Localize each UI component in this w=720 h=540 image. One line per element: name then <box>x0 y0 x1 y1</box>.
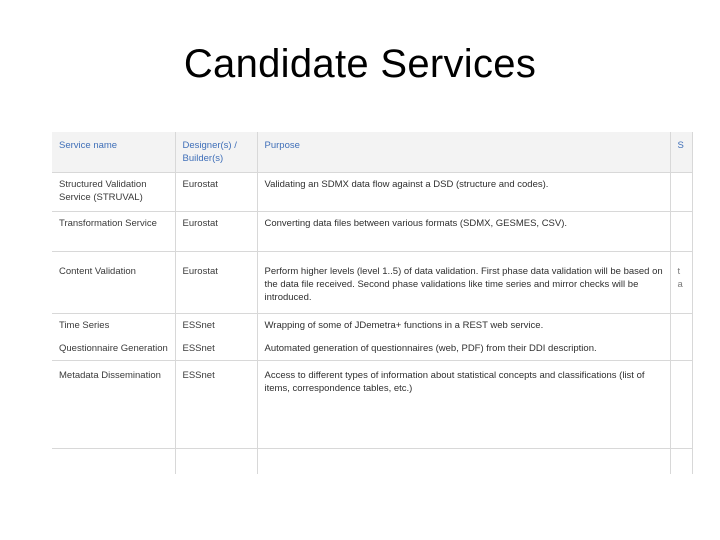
designer-cell: Eurostat <box>175 173 257 212</box>
purpose-cell: Access to different types of information about statistical concepts and classifications (list of items, correspondence tables, etc.) <box>257 361 670 449</box>
table-row <box>52 361 692 449</box>
cut-off-cell <box>670 449 692 475</box>
table-row <box>52 339 692 361</box>
table-row <box>52 314 692 340</box>
designer-cell: ESSnet <box>175 314 257 340</box>
table-row <box>52 173 692 212</box>
cut-off-cell <box>670 212 692 252</box>
table-row <box>52 212 692 252</box>
service-name-cell: Content Validation <box>52 252 175 314</box>
cut-off-cell <box>670 361 692 449</box>
candidate-services-table <box>52 132 693 474</box>
service-name-cell: Transformation Service <box>52 212 175 252</box>
designer-cell: Eurostat <box>175 252 257 314</box>
table-row-empty <box>52 449 692 475</box>
table-row <box>52 252 692 314</box>
header-service-name: Service name <box>52 132 175 173</box>
services-table-image <box>52 132 684 470</box>
cut-off-cell <box>670 339 692 361</box>
table-header-row <box>52 132 692 173</box>
designer-cell: Eurostat <box>175 212 257 252</box>
service-name-cell: Structured Validation Service (STRUVAL) <box>52 173 175 212</box>
purpose-cell: Perform higher levels (level 1..5) of data validation. First phase data validation will be based on the data file received. Second phase validations like time series and mirror checks will be introduced. <box>257 252 670 314</box>
purpose-cell: Converting data files between various formats (SDMX, GESMES, CSV). <box>257 212 670 252</box>
purpose-cell: Automated generation of questionnaires (web, PDF) from their DDI description. <box>257 339 670 361</box>
service-name-cell <box>52 449 175 475</box>
purpose-cell <box>257 449 670 475</box>
cut-off-cell <box>670 314 692 340</box>
designer-cell <box>175 449 257 475</box>
purpose-cell: Validating an SDMX data flow against a DSD (structure and codes). <box>257 173 670 212</box>
cut-off-cell <box>670 173 692 212</box>
service-name-cell: Time Series <box>52 314 175 340</box>
slide-title: Candidate Services <box>183 42 537 86</box>
header-purpose: Purpose <box>257 132 670 173</box>
designer-cell: ESSnet <box>175 361 257 449</box>
cut-off-cell: t a <box>670 252 692 314</box>
service-name-cell: Metadata Dissemination <box>52 361 175 449</box>
designer-cell: ESSnet <box>175 339 257 361</box>
header-designer: Designer(s) / Builder(s) <box>175 132 257 173</box>
header-cut-off: S <box>670 132 692 173</box>
purpose-cell: Wrapping of some of JDemetra+ functions in a REST web service. <box>257 314 670 340</box>
service-name-cell: Questionnaire Generation <box>52 339 175 361</box>
